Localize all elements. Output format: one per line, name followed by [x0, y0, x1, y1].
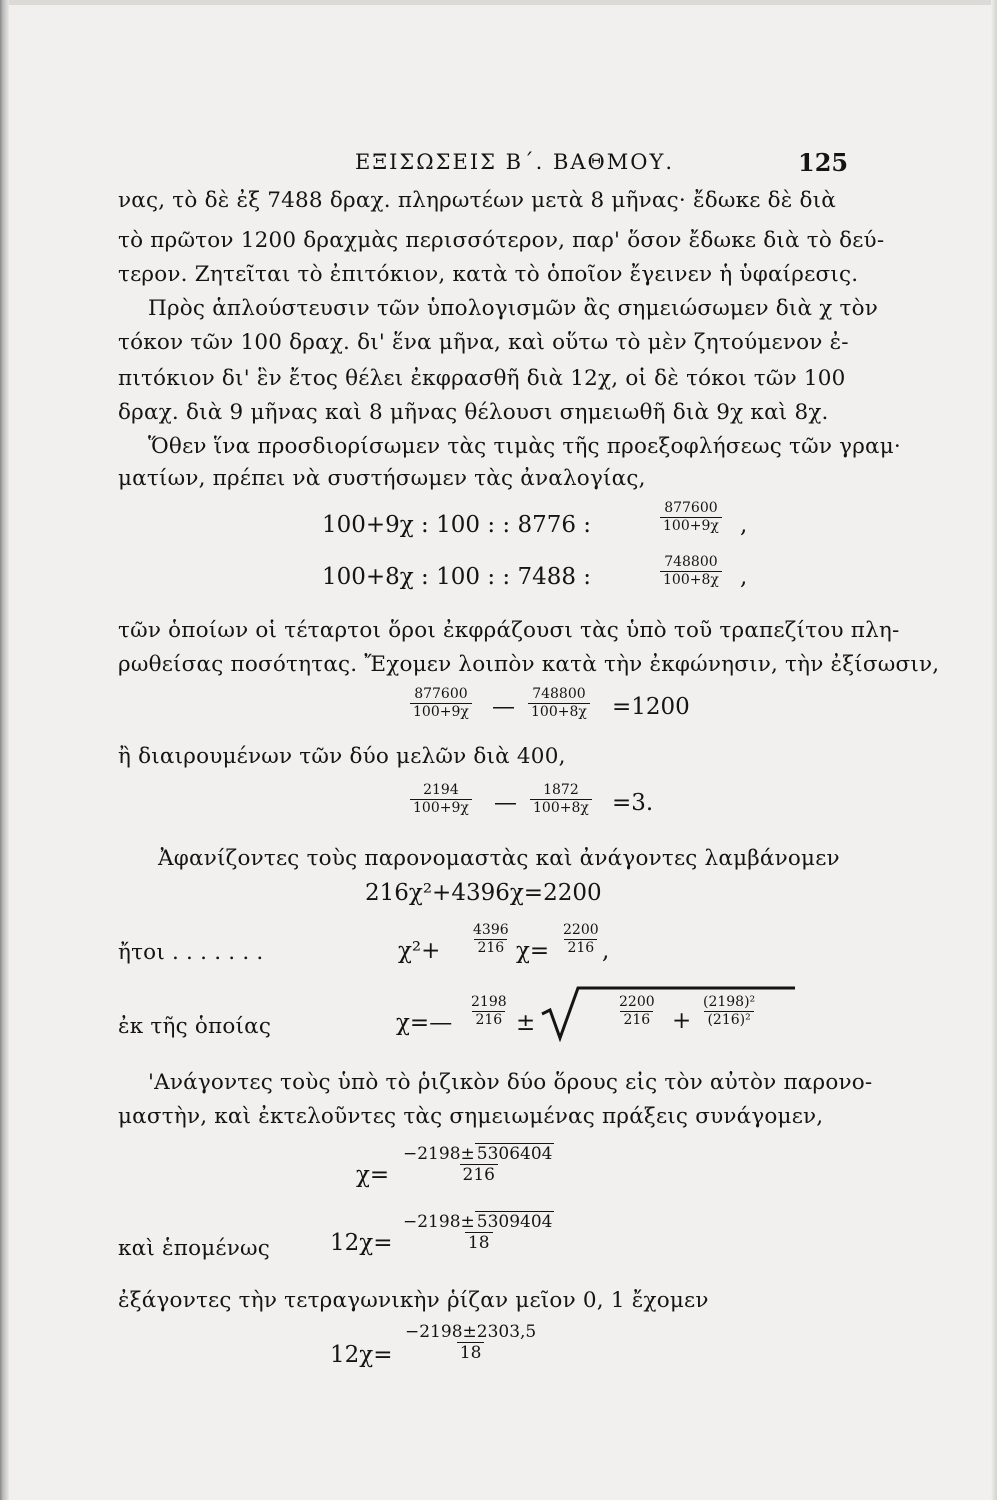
denominator: 18: [465, 1232, 493, 1253]
denominator: 100+8χ: [660, 571, 722, 589]
text-line: τόκον τῶν 100 δραχ. δι' ἕνα μῆνα, καὶ οὕτω τὸ μὲν ζητούμενον ἐ-: [118, 330, 849, 355]
plus-minus-sign: ±: [516, 1010, 536, 1036]
denominator: 100+9χ: [410, 799, 472, 817]
ek-fraction-a: [468, 994, 510, 1029]
denominator: 216: [564, 939, 597, 957]
text-line: ματίων, πρέπει νὰ συστήσωμεν τὰς ἀναλογίας,: [118, 466, 646, 491]
equation-2-fraction-a: [410, 782, 472, 817]
text-line: Ἀφανίζοντες τοὺς παρονομαστὰς καὶ ἀνάγοντες λαμβάνομεν: [158, 846, 840, 871]
page-right-edge: [991, 0, 997, 1500]
proportion-2: 100+8χ : 100 : : 7488 :: [322, 564, 592, 590]
text-line: τῶν ὁποίων οἱ τέταρτοι ὅροι ἐκφράζουσι τὰς ὑπὸ τοῦ τραπεζίτου πλη-: [118, 618, 900, 643]
comma: ,: [740, 564, 748, 590]
numerator: 877600: [414, 686, 468, 702]
text-line: ρωθείσας ποσότητας. Ἔχομεν λοιπὸν κατὰ τὴν ἐκφώνησιν, τὴν ἐξίσωσιν,: [118, 652, 940, 677]
equation-1-fraction-a: [410, 686, 472, 721]
text-line: Πρὸς ἁπλούστευσιν τῶν ὑπολογισμῶν ἂς σημειώσωμεν διὰ χ τὸν: [148, 296, 879, 321]
comma: ,: [740, 512, 748, 538]
numerator: −2198±2303,5: [405, 1322, 537, 1342]
kai-label: καὶ ἑπομένως: [118, 1236, 270, 1261]
minus-sign: —: [492, 694, 515, 720]
numerator-term: −2198±: [403, 1212, 475, 1232]
equation-4-fraction: [400, 1144, 557, 1185]
ek-fraction-b: [616, 994, 658, 1029]
numerator: [400, 1212, 557, 1232]
numerator: 748800: [664, 554, 718, 570]
radical-term: 5306404: [476, 1144, 553, 1164]
denominator: (216)²: [704, 1011, 753, 1029]
minus-sign: —: [494, 790, 517, 816]
text-line: πιτόκιον δι' ἓν ἔτος θέλει ἐκφρασθῆ διὰ 12χ, οἱ δὲ τόκοι τῶν 100: [118, 366, 846, 391]
proportion-1-fraction: [660, 500, 722, 535]
denominator: 100+9χ: [410, 703, 472, 721]
equation-5-fraction: [402, 1322, 539, 1363]
denominator: 216: [474, 939, 507, 957]
equation-2-rhs: =3.: [612, 790, 654, 816]
numerator: (2198)²: [703, 994, 756, 1010]
text-line: νας, τὸ δὲ ἐξ 7488 δραχ. πληρωτέων μετὰ 8 μῆνας· ἔδωκε δὲ διὰ: [118, 188, 836, 213]
ek-fraction-c: [700, 994, 758, 1029]
numerator: 4396: [473, 922, 509, 938]
plus-sign: +: [672, 1008, 692, 1034]
denominator: 216: [472, 1011, 505, 1029]
text-line: Ὅθεν ἵνα προσδιορίσωμεν τὰς τιμὰς τῆς προεξοφλήσεως τῶν γραμ·: [148, 434, 901, 459]
text-line: τὸ πρῶτον 1200 δραχμὰς περισσότερον, παρ' ὅσον ἔδωκε διὰ τὸ δεύ-: [118, 228, 885, 253]
proportion-1: 100+9χ : 100 : : 8776 :: [322, 512, 592, 538]
text-line: μαστὴν, καὶ ἐκτελοῦντες τὰς σημειωμένας πράξεις συνάγομεν,: [118, 1104, 824, 1129]
hetoi-lhs: χ²+: [398, 938, 441, 964]
numerator: [400, 1144, 557, 1164]
denominator: 216: [620, 1011, 653, 1029]
radical-sign: [540, 980, 800, 1042]
numerator-term: −2198±: [403, 1144, 475, 1164]
numerator: 1872: [543, 782, 579, 798]
radical-term: 5309404: [476, 1212, 553, 1232]
running-header: ΕΞΙΣΩΣΕΙΣ Β΄. ΒΑΘΜΟΥ.: [355, 150, 675, 174]
denominator: 18: [457, 1342, 485, 1363]
numerator: 2194: [423, 782, 459, 798]
denominator: 100+8χ: [530, 799, 592, 817]
numerator: 2200: [563, 922, 599, 938]
text-line: 'Ανάγοντες τοὺς ὑπὸ τὸ ῥιζικὸν δύο ὅρους εἰς τὸν αὐτὸν παρονο-: [148, 1070, 873, 1095]
equation-1-fraction-b: [528, 686, 590, 721]
equation-3: 216χ²+4396χ=2200: [365, 880, 602, 906]
numerator: 748800: [532, 686, 586, 702]
page-binding-edge: [0, 0, 9, 1500]
comma: ,: [602, 938, 610, 964]
denominator: 100+8χ: [528, 703, 590, 721]
numerator: 2200: [619, 994, 655, 1010]
text-line: δραχ. διὰ 9 μῆνας καὶ 8 μῆνας θέλουσι σημειωθῆ διὰ 9χ καὶ 8χ.: [118, 400, 829, 425]
denominator: 216: [460, 1164, 498, 1185]
denominator: 100+9χ: [660, 517, 722, 535]
hetoi-label: ἤτοι . . . . . . .: [118, 940, 264, 965]
text-line: τερον. Ζητεῖται τὸ ἐπιτόκιον, κατὰ τὸ ὁποῖον ἔγεινεν ἡ ὑφαίρεσις.: [118, 262, 859, 287]
text-line: ἐξάγοντες τὴν τετραγωνικὴν ῥίζαν μεῖον 0, 1 ἔχομεν: [118, 1288, 709, 1313]
hetoi-mid: χ=: [516, 938, 550, 964]
proportion-2-fraction: [660, 554, 722, 589]
ek-label: ἐκ τῆς ὁποίας: [118, 1014, 272, 1039]
numerator: 877600: [664, 500, 718, 516]
equation-5-lhs: 12χ=: [330, 1342, 393, 1368]
equation-2-fraction-b: [530, 782, 592, 817]
page-top-edge: [0, 0, 997, 5]
text-line: ἢ διαιρουμένων τῶν δύο μελῶν διὰ 400,: [118, 744, 566, 769]
equation-1-rhs: =1200: [612, 694, 690, 720]
hetoi-fraction-b: [560, 922, 602, 957]
kai-fraction: [400, 1212, 557, 1253]
ek-lhs: χ=—: [396, 1010, 453, 1036]
hetoi-fraction-a: [470, 922, 512, 957]
kai-lhs: 12χ=: [330, 1230, 393, 1256]
equation-4-lhs: χ=: [356, 1162, 390, 1188]
page-number: 125: [798, 148, 849, 177]
numerator: 2198: [471, 994, 507, 1010]
